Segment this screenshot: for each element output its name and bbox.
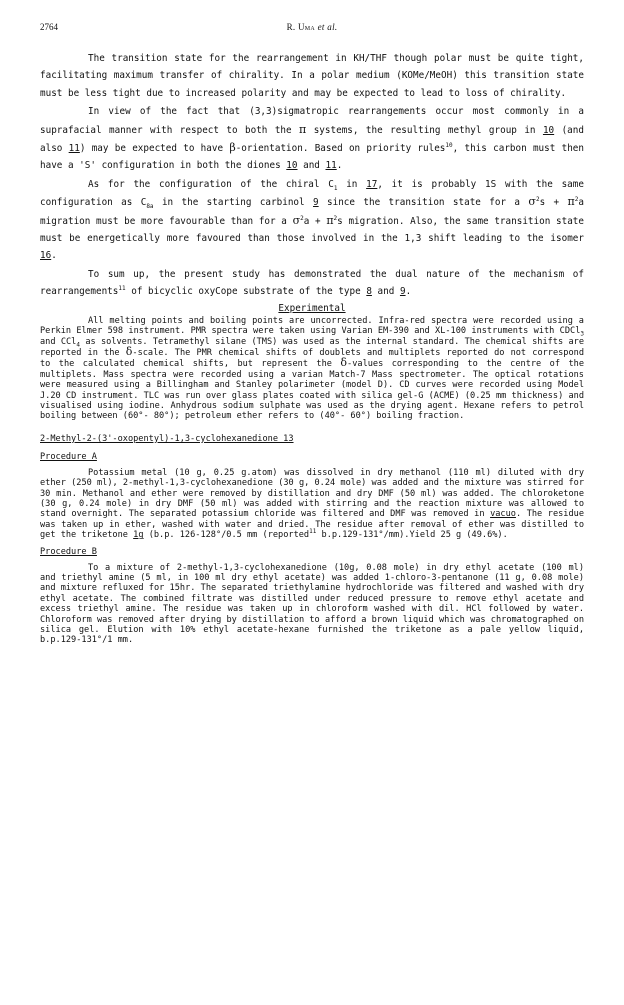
running-head-et-al: et al.: [317, 22, 338, 32]
pi-symbol: π: [567, 195, 575, 209]
delta-symbol: δ: [340, 356, 348, 370]
compound-ref: 8: [366, 286, 372, 298]
page-number: 2764: [40, 22, 58, 32]
procedure-a-heading: Procedure A: [40, 451, 97, 462]
beta-symbol: β: [229, 141, 236, 155]
discussion-paragraph-2: In view of the fact that (3,3)sigmatropic rearrangements occur most commonly in a suprafacial manner with respect to both the π systems, the resulting methyl group in 10 (and also 11) may be expected to have β-orientation. Based on priority rules$^{10}$, this carbon must then have a 'S' configuration in both the diones 10 and 11.: [40, 106, 584, 172]
compound-ref: 9: [313, 197, 319, 209]
sigma-symbol: σ: [292, 213, 301, 227]
discussion-paragraph-4: To sum up, the present study has demonstrated the dual nature of the mechanism of rearrangements$^{11}$ of bicyclic oxyCope substrate of the type 8 and 9.: [40, 268, 584, 298]
running-head-author: R. Uma: [286, 22, 316, 32]
experimental-heading: Experimental: [278, 302, 346, 314]
reference-superscript: 10: [445, 141, 453, 149]
procedure-b-paragraph: To a mixture of 2-methyl-1,3-cyclohexanedione (10g, 0.08 mole) in dry ethyl acetate (100 ml) and triethyl amine (5 ml, in 100 ml dry ethyl acetate) was added 1-chloro-3-pentanone (11 g, 0.08 mole) and mixture refluxed for 15hr. The separated triethylamine hydrochloride was filtered and washed with dry ethyl acetate. The combined filtrate was distilled under reduced pressure to remove ethyl acetate and excess triethyl amine. The residue was taken up in chloroform washed with dil. HCl followed by water. Chloroform was removed after drying by distillation to afford a brown liquid which was chromatographed on silica gel. Elution with 10% ethyl acetate-hexane furnished the triketone as a pale yellow liquid, b.p.129-131°/1 mm.: [40, 562, 584, 646]
delta-symbol: δ: [125, 344, 133, 358]
reference-superscript: 11: [118, 285, 126, 293]
pi-symbol: π: [299, 122, 307, 136]
vacuo-text: vacuo: [490, 509, 516, 520]
compound-ref: 10: [542, 124, 555, 136]
compound-heading: 2-Methyl-2-(3'-oxopentyl)-1,3-cyclohexanedione 13: [40, 433, 294, 444]
procedure-a-section: [40, 468, 584, 541]
discussion-paragraph-1: The transition state for the rearrangement in KH/THF though polar must be quite tight, facilitating maximum transfer of chirality. In a polar medium (KOMe/MeOH) this transition state must be less tight due to increased polarity and may be expected to lead to loss of chirality.: [40, 53, 584, 99]
procedure-a-paragraph: Potassium metal (10 g, 0.25 g.atom) was dissolved in dry methanol (110 ml) diluted with dry ether (250 ml), 2-methyl-1,3-cyclohexanedione (30 g, 0.24 mole) was added and the mixture was stirred for 30 min. Methanol and ether were removed by distillation and dry DMF (50 ml) was added. The chloroketone (30 g, 0.24 mole) in dry DMF (50 ml) was added with stirring and the reaction mixture was allowed to stand overnight. The separated potassium chloride was filtered and DMF was removed in vacuo. The residue was taken up in ether, washed with water and dried. The residue after removal of ether was distilled to get the triketone 1g (b.p. 126-128°/0.5 mm (reported$^{11}$ b.p.129-131°/mm).Yield 25 g (49.6%).: [40, 467, 584, 541]
discussion-paragraph-3: As for the configuration of the chiral $C_1$ in 17, it is probably 1S with the same configuration as $C_{8a}$ in the starting carbinol 9 since the transition state for a $\sigma^2s + \pi^2a$ migration must be more favourable than for a $\sigma^2a + \pi^2s$ migration. Also, the same transition state must be energetically more favoured than those involved in the 1,3 shift leading to the isomer 16.: [40, 178, 584, 262]
experimental-section: [40, 316, 584, 422]
experimental-paragraph: All melting points and boiling points are uncorrected. Infra-red spectra were recorded using a Perkin Elmer 598 instrument. PMR spectra were taken using Varian EM-390 and XL-100 instruments with CDCl$_3$ and CCl$_4$ as solvents. Tetramethyl silane (TMS) was used as the internal standard. The chemical shifts are reported in the δ-scale. The PMR chemical shifts of doublets and multiplets reported do not correspond to the calculated chemical shifts, but represent the δ-values corresponding to the centre of the multiplets. Mass spectra were recorded using a varian Match-7 Mass spectrometer. The optical rotations were measured using a Billingham and Stanley polarimeter (model D). CD curves were recorded using Model J.20 CD instrument. TLC was run over glass plates coated with silica gel-G (ACME) (0.25 mm thickness) and visualised using iodine. Anhydrous sodium sulphate was used as the drying agent. Hexane refers to petrol boiling between (60°- 80°); petroleum ether refers to (40°- 60°) boiling fraction.: [40, 315, 585, 422]
compound-ref: 11: [68, 143, 80, 155]
compound-ref: 11: [325, 160, 337, 172]
procedure-b-section: [40, 563, 584, 646]
compound-ref: 1g: [133, 530, 144, 541]
compound-ref: 9: [399, 286, 406, 298]
sigma-symbol: σ: [528, 195, 536, 209]
running-head: [40, 22, 584, 32]
compound-ref: 17: [366, 178, 378, 190]
procedure-b-heading: Procedure B: [40, 546, 97, 557]
reference-superscript: 11: [309, 528, 317, 536]
page-header: [40, 22, 584, 38]
pi-symbol: π: [326, 213, 334, 227]
compound-ref: 16: [40, 250, 52, 262]
compound-ref: 10: [286, 160, 298, 172]
discussion-section: [40, 50, 584, 301]
